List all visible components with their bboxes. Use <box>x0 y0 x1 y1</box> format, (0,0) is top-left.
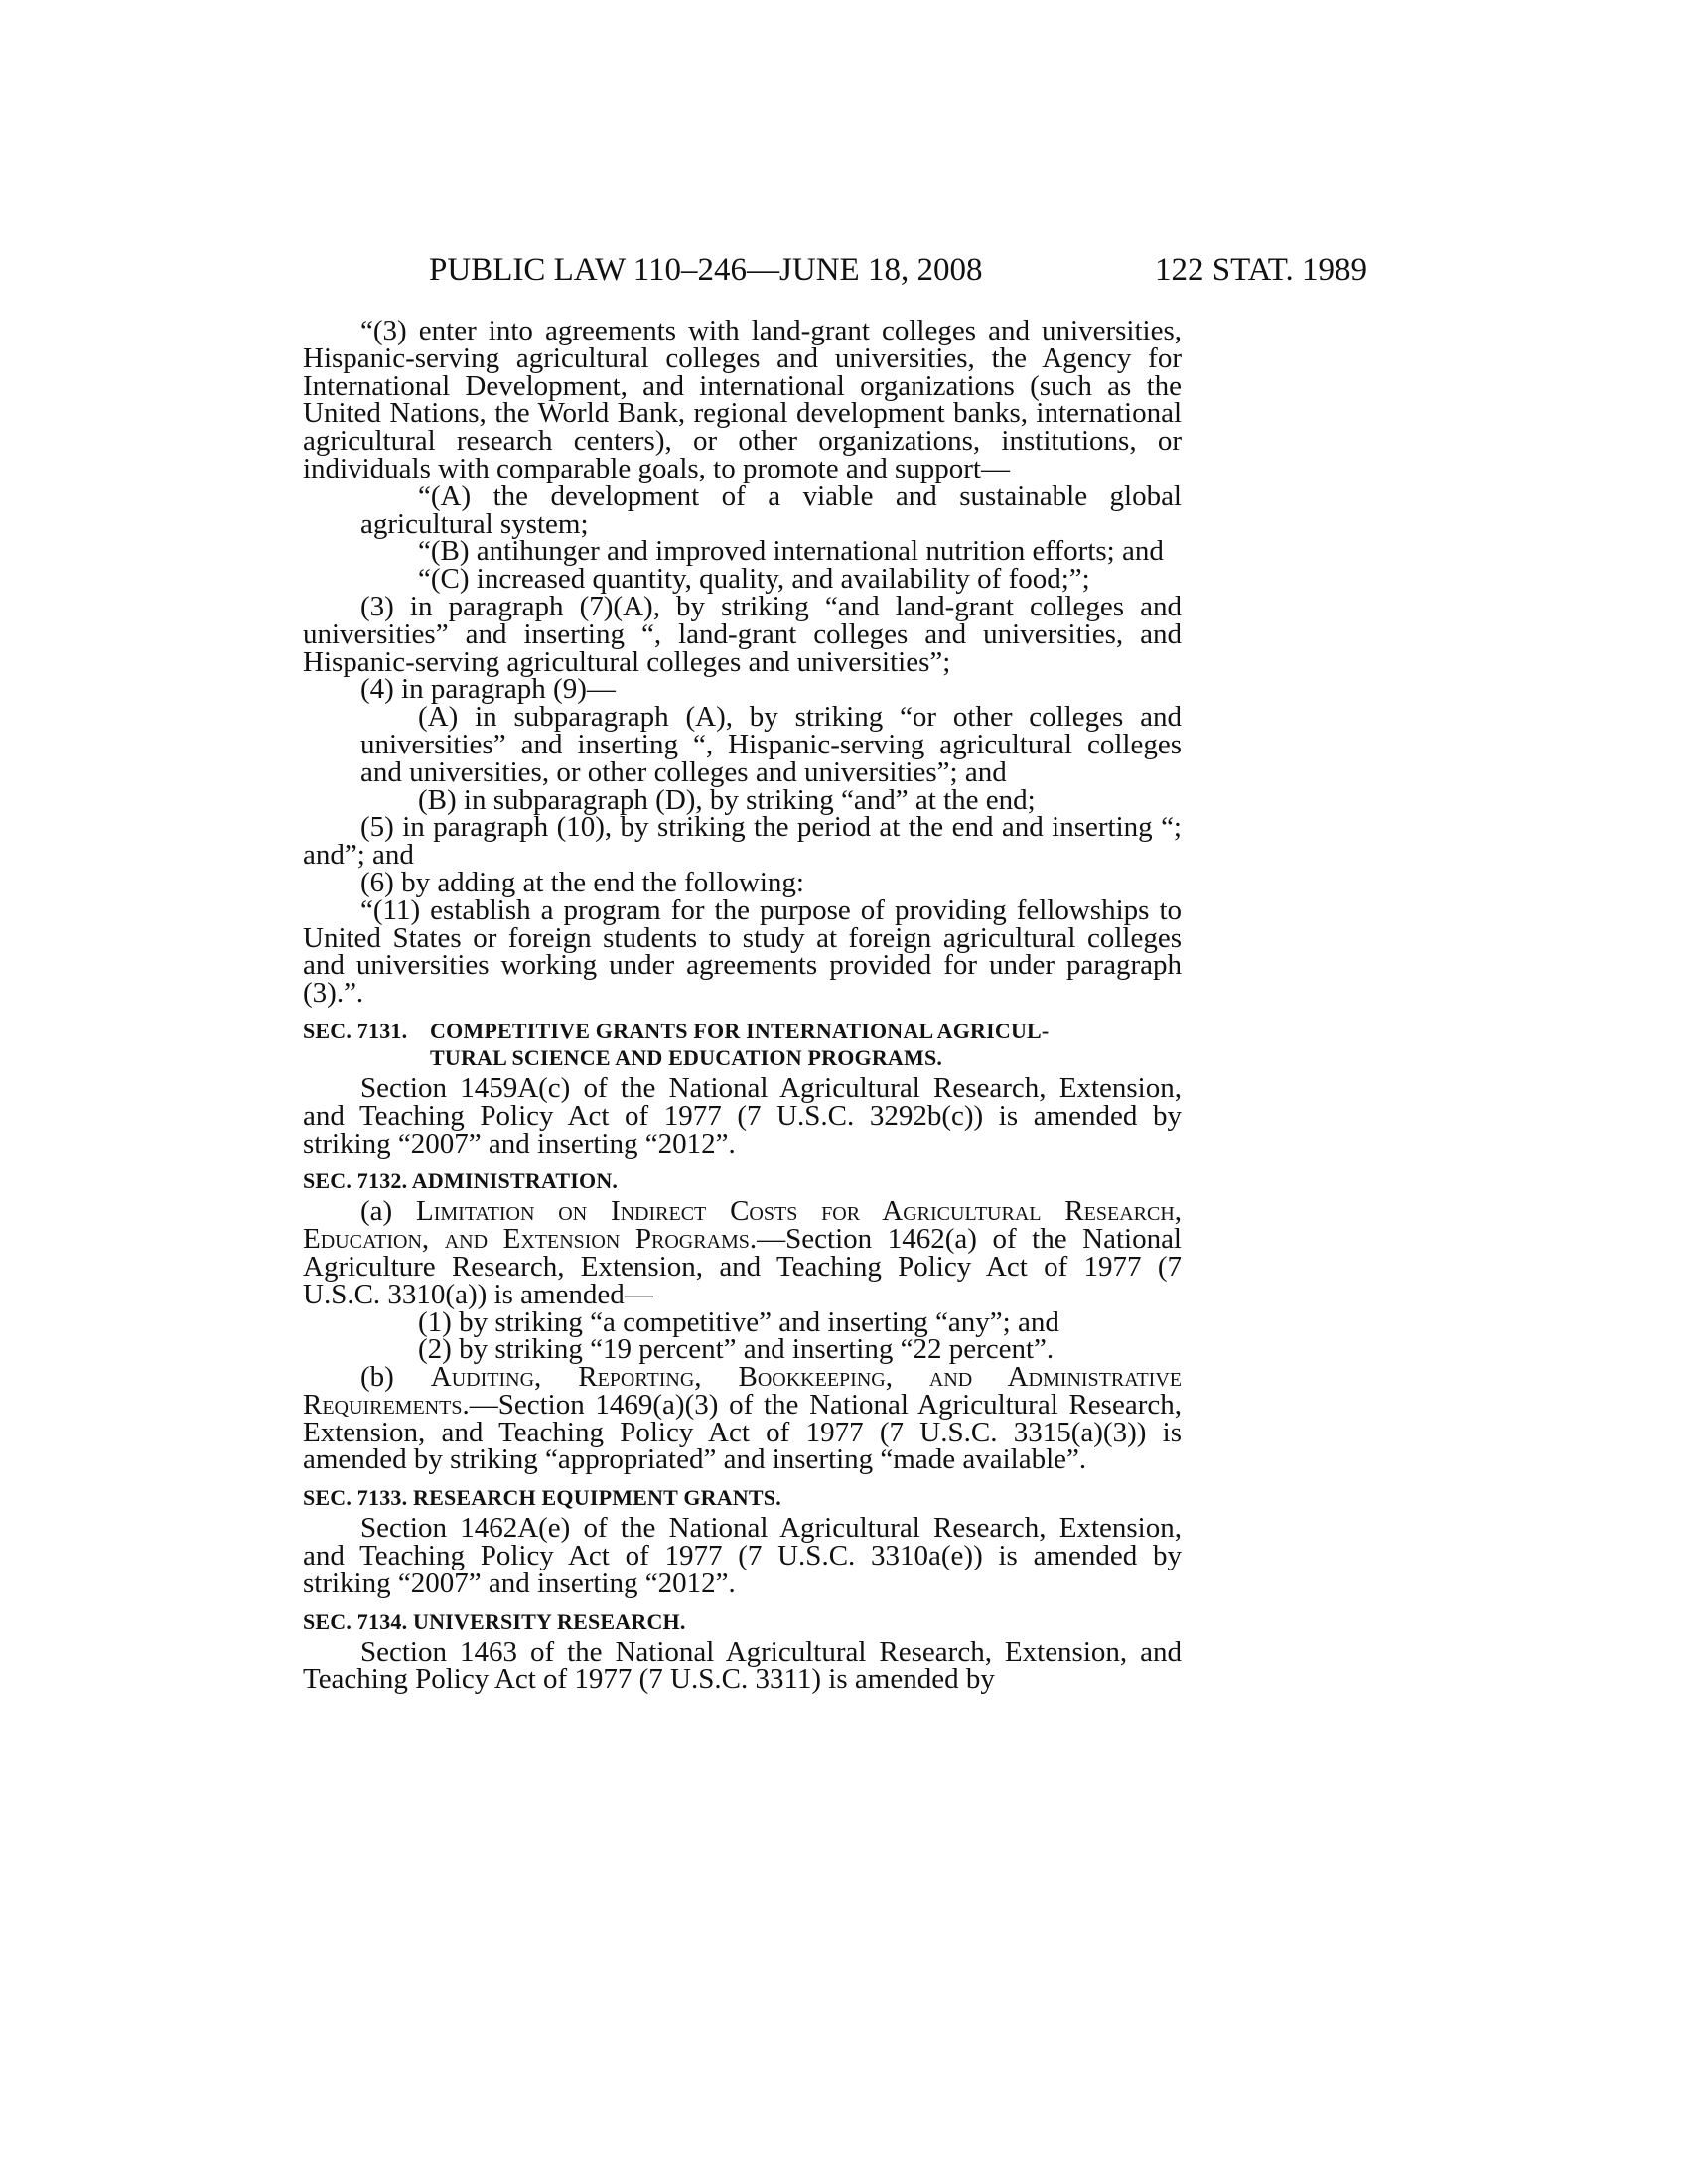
subparagraph-a: “(A) the development of a viable and sustainable global agricultural system; <box>360 479 1182 540</box>
section-title-line-2: TURAL SCIENCE AND EDUCATION PROGRAMS. <box>430 1044 943 1070</box>
subsection-b-lead: (b) <box>360 1361 431 1394</box>
amendment-4a: (A) in subparagraph (A), by striking “or other colleges and universities” and inserting “, Hispanic-serving agricultural colleges and universities, or other colleges and universities”; and <box>360 701 1182 788</box>
section-heading-7132: SEC. 7132. ADMINISTRATION. <box>303 1168 619 1194</box>
section-7133-text: Section 1462A(e) of the National Agricultural Research, Extension, and Teaching Policy Act of 1977 (7 U.S.C. 3310a(e)) is amended by striking “2007” and inserting “2012”. <box>303 1512 1182 1599</box>
subsection-a-text: —Section 1462(a) of the National Agriculture Research, Extension, and Teaching Policy Act of 1977 (7 U.S.C. 3310(a)) is amended— <box>303 1223 1182 1310</box>
amendment-4: (4) in paragraph (9)— <box>360 673 616 706</box>
subparagraph-b: “(B) antihunger and improved international nutrition efforts; and <box>418 535 1164 568</box>
subsection-b-text: —Section 1469(a)(3) of the National Agricultural Research, Extension, and Teaching Policy Act of 1977 (7 U.S.C. 3315(a)(3)) is amended by striking “appropriated” and inserting “made available”. <box>303 1388 1182 1476</box>
running-header: PUBLIC LAW 110–246—JUNE 18, 2008 <box>429 252 983 288</box>
paragraph-3: “(3) enter into agreements with land-grant colleges and universities, Hispanic-serving agricultural colleges and universities, the Agency for International Development, and international organizations (such as the United Nations, the World Bank, regional development banks, international agricultural research centers), or other organizations, institutions, or individuals with comparable goals, to promote and support— <box>303 315 1182 484</box>
subsection-a-lead: (a) <box>360 1195 417 1228</box>
document-body <box>303 315 1183 1696</box>
paragraph-11: “(11) establish a program for the purpose of providing fellowships to United States or foreign students to study at foreign agricultural colleges and universities working under agreements provided for under paragraph (3).”. <box>303 893 1182 1010</box>
page-number: 122 STAT. 1989 <box>1155 252 1368 288</box>
subsection-a <box>303 1195 1183 1310</box>
subsection-a-1: (1) by striking “a competitive” and inserting “any”; and <box>418 1305 1059 1338</box>
subparagraph-c: “(C) increased quantity, quality, and availability of food;”; <box>418 563 1090 596</box>
amendment-6: (6) by adding at the end the following: <box>360 866 804 898</box>
section-heading-7134: SEC. 7134. UNIVERSITY RESEARCH. <box>303 1608 686 1634</box>
amendment-3: (3) in paragraph (7)(A), by striking “and land-grant colleges and universities” and inserting “, land-grant colleges and universities, and Hispanic-serving agricultural colleges and universities”; <box>303 590 1182 678</box>
section-heading-7131 <box>303 1018 1182 1071</box>
amendment-4b: (B) in subparagraph (D), by striking “and” at the end; <box>418 783 1036 816</box>
section-title-line-1: COMPETITIVE GRANTS FOR INTERNATIONAL AGRICUL- <box>430 1018 1050 1043</box>
subsection-a-2: (2) by striking “19 percent” and inserting “22 percent”. <box>418 1333 1055 1366</box>
subsection-b <box>303 1361 1182 1476</box>
amendment-5: (5) in paragraph (10), by striking the period at the end and inserting “; and”; and <box>303 811 1182 872</box>
section-7131-text: Section 1459A(c) of the National Agricultural Research, Extension, and Teaching Policy Act of 1977 (7 U.S.C. 3292b(c)) is amended by striking “2007” and inserting “2012”. <box>303 1071 1182 1160</box>
subsection-b-caption: Auditing, Reporting, Bookkeeping, and Administrative Requirements. <box>303 1361 1182 1421</box>
section-number: SEC. 7131. <box>303 1018 408 1043</box>
subsection-a-caption: Limitation on Indirect Costs for Agricultural Research, Education, and Extension Programs. <box>303 1195 1183 1256</box>
section-heading-7133: SEC. 7133. RESEARCH EQUIPMENT GRANTS. <box>303 1485 781 1511</box>
section-7134-text: Section 1463 of the National Agricultural Research, Extension, and Teaching Policy Act of 1977 (7 U.S.C. 3311) is amended by <box>303 1635 1182 1696</box>
